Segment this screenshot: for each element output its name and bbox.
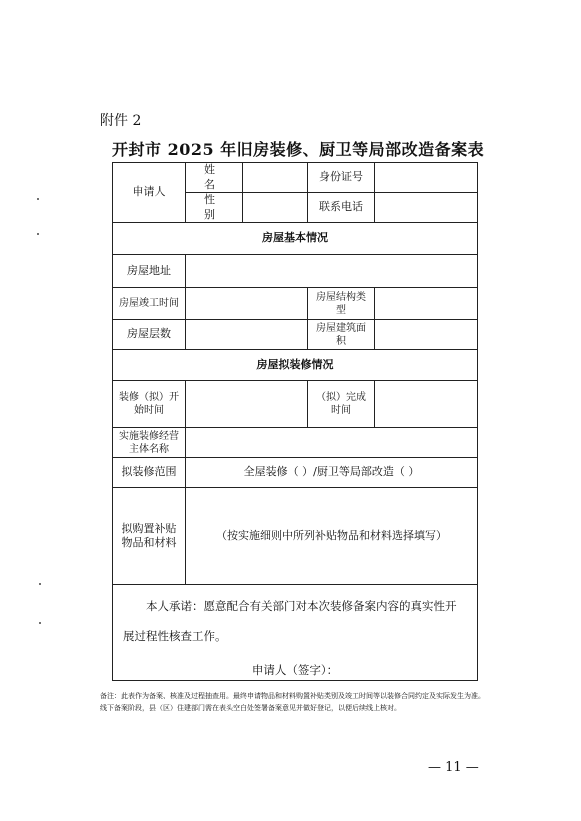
structure-type-label: 房屋结构类型 [308, 288, 375, 320]
start-time-field[interactable] [186, 381, 308, 428]
completion-date-field[interactable] [375, 381, 478, 428]
gender-field[interactable] [243, 193, 308, 223]
floors-field[interactable] [186, 320, 308, 350]
margin-dot [37, 198, 39, 200]
phone-field[interactable] [375, 193, 478, 223]
id-number-label: 身份证号 [308, 163, 375, 193]
id-number-field[interactable] [375, 163, 478, 193]
applicant-signature-label[interactable]: 申请人（签字）： [251, 663, 339, 677]
name-label: 姓 名 [186, 163, 243, 193]
operator-field[interactable] [186, 428, 478, 458]
structure-type-field[interactable] [375, 288, 478, 320]
address-field[interactable] [186, 255, 478, 288]
address-label: 房屋地址 [113, 255, 186, 288]
gender-label: 性 别 [186, 193, 243, 223]
start-time-label: 装修（拟）开始时间 [113, 381, 186, 428]
phone-label: 联系电话 [308, 193, 375, 223]
floor-area-field[interactable] [375, 320, 478, 350]
filing-form-table [112, 162, 478, 681]
pledge-text: 本人承诺：愿意配合有关部门对本次装修备案内容的真实性开展过程性核查工作。 [123, 599, 457, 643]
operator-label: 实施装修经营主体名称 [113, 428, 186, 458]
name-field[interactable] [243, 163, 308, 193]
scope-label: 拟装修范围 [113, 458, 186, 488]
completion-time-field[interactable] [186, 288, 308, 320]
house-basic-section-title: 房屋基本情况 [113, 223, 478, 255]
form-title: 开封市 2025 年旧房装修、厨卫等局部改造备案表 [112, 140, 485, 159]
materials-field[interactable]: （按实施细则中所列补贴物品和材料选择填写） [186, 488, 478, 585]
attachment-label: 附件 2 [100, 113, 142, 129]
materials-label: 拟购置补贴物品和材料 [113, 488, 186, 585]
completion-time-label: 房屋竣工时间 [113, 288, 186, 320]
margin-dot [39, 583, 41, 585]
completion-date-label: （拟）完成时间 [308, 381, 375, 428]
margin-dot [39, 622, 41, 624]
scope-options[interactable]: 全屋装修（ ）/厨卫等局部改造（ ） [186, 458, 478, 488]
renovation-section-title: 房屋拟装修情况 [113, 350, 478, 381]
floors-label: 房屋层数 [113, 320, 186, 350]
applicant-label: 申请人 [113, 163, 186, 223]
pledge-cell [113, 585, 478, 681]
footnote: 备注：此表作为备案、核准及过程抽查用。最终申请物品和材料购置补贴类别及竣工时间等以装修合同约定及实际发生为准。线下备案阶段，县（区）住建部门需在表头空白处签署备案意见并做好登记，以便后续线上核对。 [100, 692, 485, 712]
margin-dot [37, 233, 39, 235]
floor-area-label: 房屋建筑面积 [308, 320, 375, 350]
page-number: — 11 — [428, 760, 479, 775]
